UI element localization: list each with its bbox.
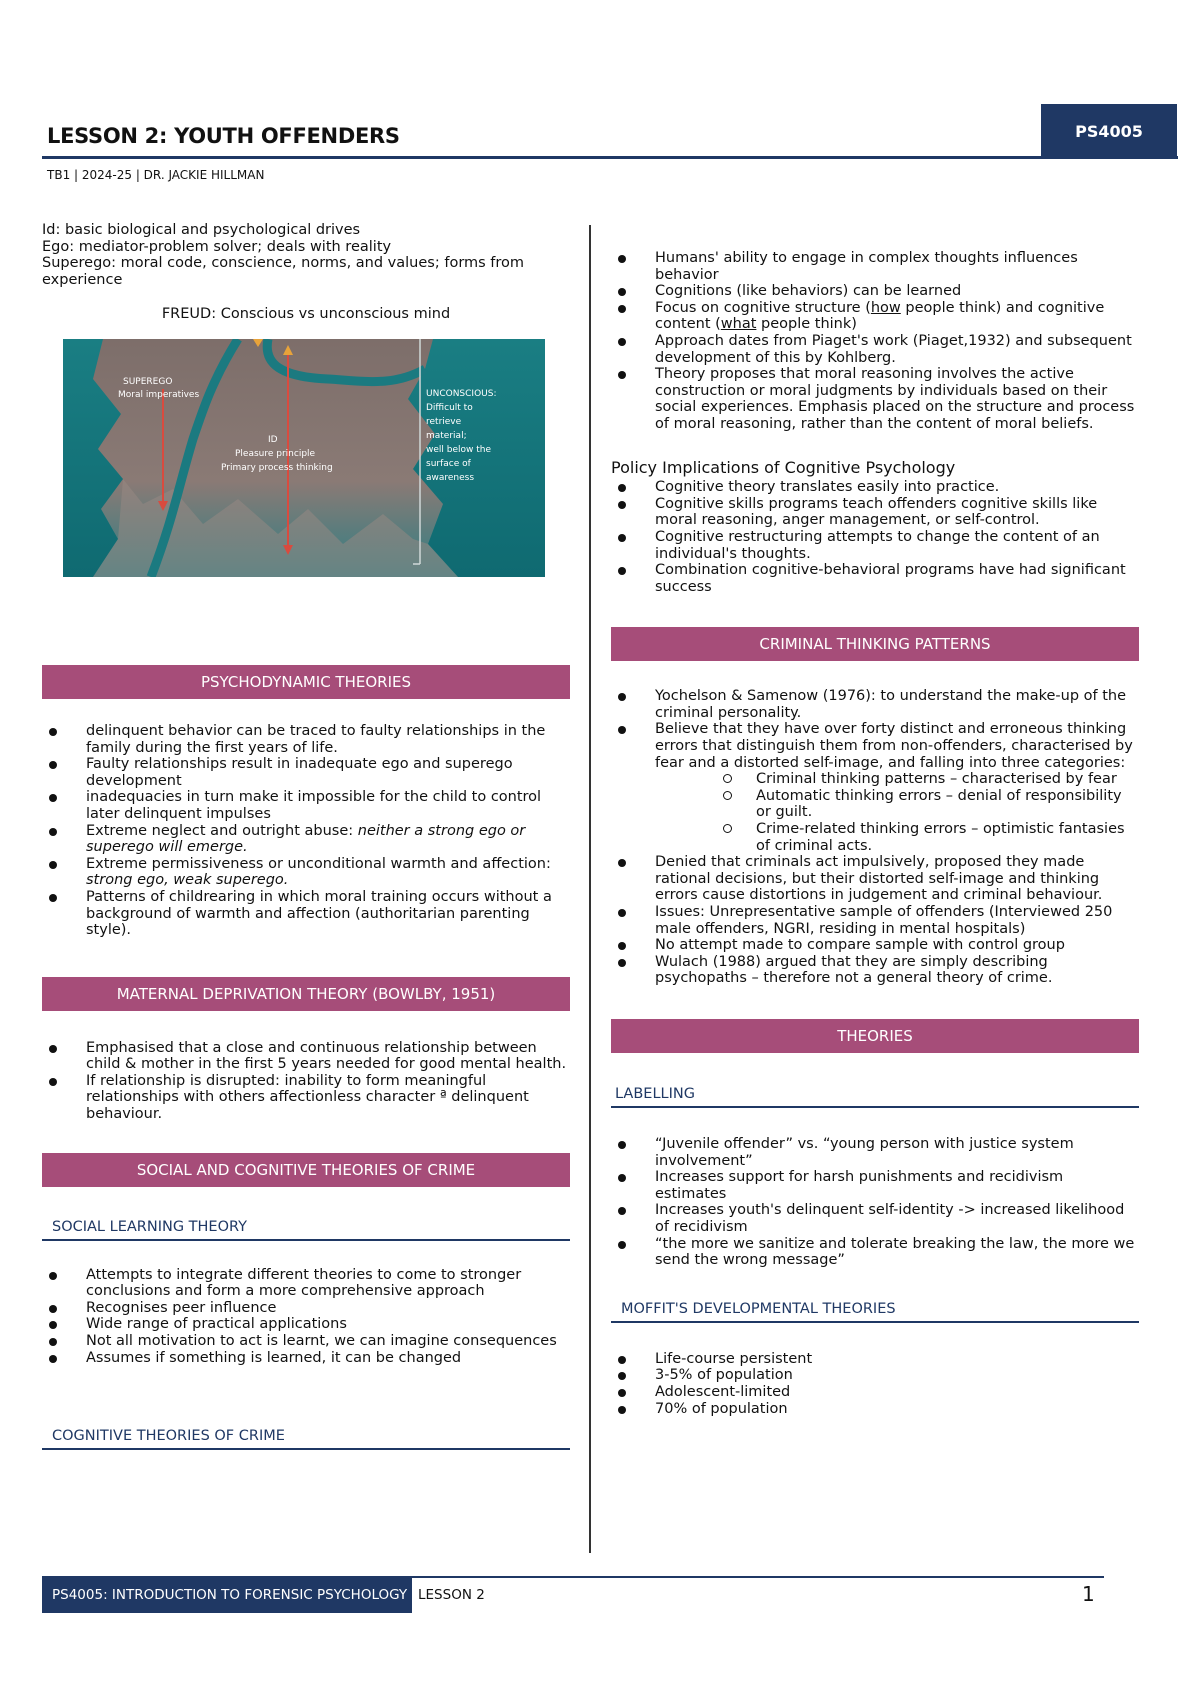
list-item-text: inadequacies in turn make it impossible for the child to control later delinquent impulses: [86, 789, 542, 822]
list-item-text: Combination cognitive-behavioral programs have had significant success: [655, 562, 1126, 595]
psychodynamic-theories-heading: PSYCHODYNAMIC THEORIES: [42, 665, 570, 699]
id-label: ID: [268, 434, 278, 445]
sub-list-item: [611, 771, 1139, 788]
list-item: [611, 854, 1139, 904]
intro-superego: Superego: moral code, conscience, norms, and values; forms from experience: [42, 255, 525, 288]
unconscious-line-3: retrieve: [426, 416, 462, 427]
list-item-text: Theory proposes that moral reasoning involves the active construction or moral judgments by individuals based on their social experiences. Emphasis placed on the structure and process of moral reasoning, rather than the content of moral beliefs.: [655, 366, 1135, 432]
list-item: [611, 562, 1139, 595]
right-column: [611, 250, 1139, 1417]
list-item-italic: strong ego, weak superego.: [86, 872, 289, 889]
theories-heading: THEORIES: [611, 1019, 1139, 1053]
list-item-text: Patterns of childrearing in which moral training occurs without a background of warmth and affection (authoritarian parenting style).: [86, 888, 552, 939]
document-subtitle: TB1 | 2024-25 | DR. JACKIE HILLMAN: [47, 168, 265, 182]
list-item: [611, 283, 1139, 300]
list-item-text: Increases youth's delinquent self-identity -> increased likelihood of recidivism: [655, 1202, 1125, 1235]
unconscious-line-6: surface of: [426, 458, 471, 469]
list-item: [611, 1367, 1139, 1384]
header-rule: [42, 156, 1178, 159]
list-item-italic: neither a strong ego or superego will emerge.: [86, 822, 526, 856]
list-item-text: Increases support for harsh punishments and recidivism estimates: [655, 1169, 1064, 1202]
list-item: [42, 1300, 570, 1317]
list-item-text: 70% of population: [655, 1400, 788, 1417]
list-item-text: Cognitions (like behaviors) can be learned: [655, 283, 962, 300]
list-item-text: Cognitive skills programs teach offenders cognitive skills like moral reasoning, anger management, or self-control.: [655, 495, 1098, 529]
list-item: [42, 856, 570, 889]
list-item: [611, 688, 1139, 721]
unconscious-line-2: Difficult to: [426, 402, 473, 413]
list-item: [611, 366, 1139, 432]
list-item: [611, 479, 1139, 496]
unconscious-line-4: material;: [426, 430, 467, 441]
list-item-text: Emphasised that a close and continuous relationship between child & mother in the first 5 years needed for good mental health.: [86, 1039, 567, 1073]
list-item-text: Not all motivation to act is learnt, we can imagine consequences: [86, 1333, 557, 1350]
list-item-text: Criminal thinking patterns – characterised by fear: [756, 771, 1117, 788]
intro-id: Id: basic biological and psychological drives: [42, 222, 361, 238]
page-number: 1: [1082, 1582, 1095, 1606]
list-item: [611, 1401, 1139, 1418]
intro-ego: Ego: mediator-problem solver; deals with reality: [42, 238, 392, 255]
social-learning-theory-subheading: SOCIAL LEARNING THEORY: [42, 1215, 570, 1241]
list-item-text: people think) and cognitive content (: [655, 299, 1105, 333]
list-item-text: Adolescent-limited: [655, 1383, 791, 1400]
underlined-word: what: [720, 316, 757, 333]
list-item-text: Cognitive theory translates easily into practice.: [655, 479, 1000, 496]
list-item-text: Wide range of practical applications: [86, 1316, 347, 1333]
list-item: [42, 823, 570, 856]
list-item: [42, 1073, 570, 1123]
list-item-text: Automatic thinking errors – denial of responsibility or guilt.: [756, 787, 1122, 821]
list-item-text: Extreme permissiveness or unconditional warmth and affection:: [86, 855, 551, 872]
list-item-text: Faulty relationships result in inadequate ego and superego development: [86, 756, 513, 789]
list-item-text: Believe that they have over forty distinct and erroneous thinking errors that distinguish them from non-offenders, characterised by fear and a distorted self-image, and falling into three categories:: [655, 721, 1133, 771]
list-item-text: Life-course persistent: [655, 1350, 813, 1367]
list-item: [611, 937, 1139, 954]
list-item-text: Yochelson & Samenow (1976): to understand the make-up of the criminal personality.: [655, 688, 1127, 721]
course-code-badge: PS4005: [1041, 104, 1177, 158]
unconscious-line-1: UNCONSCIOUS:: [426, 388, 497, 399]
policy-implications-list: [611, 479, 1139, 595]
superego-sublabel: Moral imperatives: [118, 389, 200, 400]
list-item: [42, 789, 570, 822]
list-item: [611, 954, 1139, 987]
list-item-text: Extreme neglect and outright abuse:: [86, 822, 354, 839]
left-column: [42, 222, 570, 1450]
figure-caption: FREUD: Conscious vs unconscious mind: [161, 306, 451, 323]
labelling-list: [611, 1136, 1139, 1269]
superego-label: SUPEREGO: [123, 376, 173, 387]
list-item: [611, 1136, 1139, 1169]
list-item-text: Recognises peer influence: [86, 1299, 277, 1316]
list-item-text: Denied that criminals act impulsively, proposed they made rational decisions, but their distorted self-image and thinking errors cause distortions in judgement and criminal behaviour.: [655, 854, 1103, 904]
list-item: [42, 723, 570, 756]
list-item: [611, 1169, 1139, 1202]
unconscious-line-7: awareness: [426, 472, 475, 483]
list-item-text: Attempts to integrate different theories to come to stronger conclusions and form a more comprehensive approach: [86, 1266, 522, 1300]
list-item: [42, 1040, 570, 1073]
list-item: [42, 1267, 570, 1300]
list-item-text: Issues: Unrepresentative sample of offenders (Interviewed 250 male offenders, NGRI, residing in mental hospitals): [655, 904, 1113, 937]
sub-list-item: [611, 821, 1139, 854]
list-item: [42, 1316, 570, 1333]
list-item-text: Approach dates from Piaget's work (Piaget,1932) and subsequent development of this by Kohlberg.: [655, 332, 1132, 366]
list-item: [611, 529, 1139, 562]
sub-list-item: [611, 788, 1139, 821]
footer-lesson-label: LESSON 2: [418, 1587, 485, 1603]
list-item-text: 3-5% of population: [655, 1367, 793, 1384]
list-item: [42, 1333, 570, 1350]
cognitive-theories-list: [611, 250, 1139, 433]
list-item: [42, 889, 570, 939]
list-item-text: people think): [756, 316, 857, 333]
labelling-subheading: LABELLING: [611, 1082, 1139, 1108]
list-item-text: Cognitive restructuring attempts to change the content of an individual's thoughts.: [655, 528, 1100, 562]
list-item: [611, 1351, 1139, 1368]
id-sublabel-2: Primary process thinking: [221, 462, 333, 473]
social-cognitive-heading: SOCIAL AND COGNITIVE THEORIES OF CRIME: [42, 1153, 570, 1187]
list-item-text: No attempt made to compare sample with control group: [655, 937, 1065, 954]
list-item-text: Wulach (1988) argued that they are simply describing psychopaths – therefore not a general theory of crime.: [655, 953, 1053, 987]
list-item-text: Crime-related thinking errors – optimistic fantasies of criminal acts.: [756, 821, 1125, 854]
unconscious-line-5: well below the: [426, 444, 492, 455]
list-item-text: delinquent behavior can be traced to faulty relationships in the family during the first years of life.: [86, 722, 546, 756]
moffit-subheading: MOFFIT'S DEVELOPMENTAL THEORIES: [611, 1297, 1139, 1323]
list-item-text: Humans' ability to engage in complex thoughts influences behavior: [655, 250, 1078, 283]
freud-iceberg-figure: [63, 339, 545, 577]
id-sublabel-1: Pleasure principle: [235, 448, 316, 459]
list-item: [611, 300, 1139, 333]
list-item: [611, 904, 1139, 937]
list-item-text: Assumes if something is learned, it can be changed: [86, 1349, 462, 1366]
list-item: [611, 1202, 1139, 1235]
list-item-text: “the more we sanitize and tolerate breaking the law, the more we send the wrong message”: [655, 1235, 1135, 1269]
footer-course-title: PS4005: INTRODUCTION TO FORENSIC PSYCHOLOGY: [42, 1578, 412, 1613]
list-item: [42, 1350, 570, 1367]
column-divider: [589, 225, 591, 1553]
maternal-deprivation-list: [42, 1040, 570, 1123]
iceberg-illustration: [63, 339, 545, 577]
list-item-text: “Juvenile offender” vs. “young person with justice system involvement”: [655, 1135, 1074, 1169]
criminal-thinking-list: [611, 688, 1139, 771]
criminal-thinking-heading: CRIMINAL THINKING PATTERNS: [611, 627, 1139, 661]
list-item-text: If relationship is disrupted: inability to form meaningful relationships with others affectionless character ª delinquent behaviour.: [86, 1072, 529, 1123]
maternal-deprivation-heading: MATERNAL DEPRIVATION THEORY (BOWLBY, 1951): [42, 977, 570, 1011]
list-item: [42, 756, 570, 789]
list-item: [611, 1384, 1139, 1401]
moffit-list: [611, 1351, 1139, 1417]
policy-implications-heading: Policy Implications of Cognitive Psychology: [611, 457, 956, 477]
underlined-word: how: [870, 299, 901, 316]
psychodynamic-list: [42, 723, 570, 939]
list-item: [611, 250, 1139, 283]
list-item: [611, 721, 1139, 771]
document-title: LESSON 2: YOUTH OFFENDERS: [47, 124, 400, 148]
list-item: [611, 496, 1139, 529]
criminal-thinking-list-continued: [611, 854, 1139, 987]
social-learning-list: [42, 1267, 570, 1367]
list-item: [611, 333, 1139, 366]
cognitive-theories-subheading: COGNITIVE THEORIES OF CRIME: [42, 1424, 570, 1450]
list-item-text: Focus on cognitive structure (: [655, 299, 871, 316]
criminal-thinking-sublist: [611, 771, 1139, 854]
list-item: [611, 1236, 1139, 1269]
